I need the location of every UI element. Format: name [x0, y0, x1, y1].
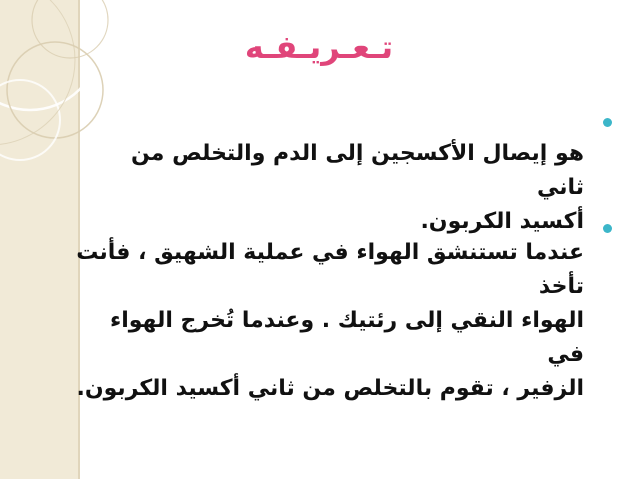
bullet-line: أكسيد الكربون. [420, 209, 584, 234]
slide-title: تـعـريـفـه [244, 28, 394, 66]
bullet-dot-icon [603, 118, 612, 127]
bullet-line: هو إيصال الأكسجين إلى الدم والتخلص من ثاني [131, 141, 584, 200]
bullet-list [76, 0, 612, 479]
bullet-line: الزفير ، تقوم بالتخلص من ثاني أكسيد الكربون. [76, 376, 584, 401]
bullet-line: الهواء النقي إلى رئتيك . وعندما تُخرج الهواء في [109, 308, 584, 367]
bullet-item [74, 236, 584, 406]
bullet-item [124, 137, 584, 239]
bullet-line: عندما تستنشق الهواء في عملية الشهيق ، فأنت تأخذ [76, 240, 584, 299]
bullet-dot-icon [603, 224, 612, 233]
